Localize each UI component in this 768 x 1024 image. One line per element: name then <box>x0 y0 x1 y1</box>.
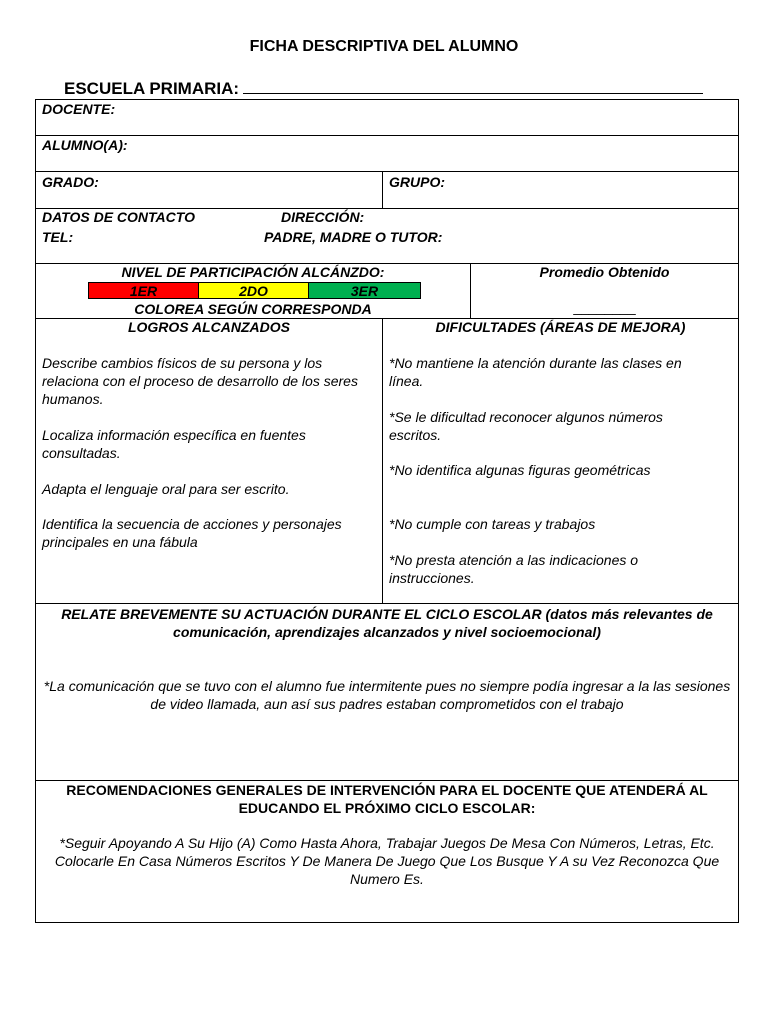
docente-label[interactable]: DOCENTE: <box>42 101 116 117</box>
grupo-label[interactable]: GRUPO: <box>389 174 445 190</box>
level-2-bar[interactable]: 2DO <box>198 282 309 299</box>
tel-label[interactable]: TEL: <box>42 229 74 245</box>
achievement-item: Adapta el lenguaje oral para ser escrito. <box>42 481 290 497</box>
difficulties-heading: DIFICULTADES (ÁREAS DE MEJORA) <box>435 319 686 335</box>
color-instruction: COLOREA SEGÚN CORRESPONDA <box>134 301 372 317</box>
document-title: FICHA DESCRIPTIVA DEL ALUMNO <box>249 38 519 55</box>
school-field <box>64 79 703 99</box>
row-divider <box>35 135 739 136</box>
table-top-border <box>35 99 739 100</box>
table-bottom-border <box>35 922 739 923</box>
level-1-bar[interactable]: 1ER <box>88 282 199 299</box>
recommendations-heading: RECOMENDACIONES GENERALES DE INTERVENCIÓN PARA EL DOCENTE QUE ATENDERÁ AL EDUCANDO EL PRÓXIMO CICLO ESCOLAR: <box>66 782 708 816</box>
school-blank-line[interactable] <box>243 81 703 94</box>
difficulty-item: *Se le dificultad reconocer algunos números escritos. <box>389 409 663 443</box>
table-right-border <box>738 99 739 923</box>
difficulty-item: *No mantiene la atención durante las clases en línea. <box>389 355 682 389</box>
alumno-label[interactable]: ALUMNO(A): <box>42 137 128 153</box>
datos-contacto-label: DATOS DE CONTACTO <box>42 209 195 225</box>
column-divider <box>382 318 383 603</box>
school-label: ESCUELA PRIMARIA: <box>64 79 240 98</box>
recommendations-text[interactable]: *Seguir Apoyando A Su Hijo (A) Como Hasta Ahora, Trabajar Juegos De Mesa Con Números, Letras, Etc. Colocarle En Casa Números Escritos Y De Manera De Juego Que Los Busque Y A su Vez Reconozca Que Numero Es. <box>54 835 720 887</box>
direccion-label[interactable]: DIRECCIÓN: <box>281 209 365 225</box>
level-3-bar[interactable]: 3ER <box>308 282 421 299</box>
achievements-heading: LOGROS ALCANZADOS <box>127 319 291 335</box>
difficulty-item: *No identifica algunas figuras geométricas <box>389 462 651 478</box>
participation-heading: NIVEL DE PARTICIPACIÓN ALCÁNZDO: <box>121 264 385 280</box>
row-divider <box>35 171 739 172</box>
difficulty-item: *No presta atención a las indicaciones o instrucciones. <box>389 552 639 586</box>
row-divider <box>35 603 739 604</box>
column-divider <box>382 171 383 208</box>
average-value[interactable]: ________ <box>573 299 636 315</box>
average-label: Promedio Obtenido <box>539 264 670 280</box>
padre-tutor-label[interactable]: PADRE, MADRE O TUTOR: <box>264 229 443 245</box>
achievement-item: Describe cambios físicos de su persona y los relaciona con el proceso de desarrollo de los seres humanos. <box>42 355 358 407</box>
grado-label[interactable]: GRADO: <box>42 174 99 190</box>
achievement-item: Identifica la secuencia de acciones y personajes principales en una fábula <box>42 516 342 550</box>
difficulty-item: *No cumple con tareas y trabajos <box>389 516 596 532</box>
achievement-item: Localiza información específica en fuentes consultadas. <box>42 427 306 461</box>
summary-heading: RELATE BREVEMENTE SU ACTUACIÓN DURANTE EL CICLO ESCOLAR (datos más relevantes de comunicación, aprendizajes alcanzados y nivel socioemocional) <box>61 606 713 640</box>
table-left-border <box>35 99 36 923</box>
summary-text[interactable]: *La comunicación que se tuvo con el alumno fue intermitente pues no siempre podía ingresar a la las sesiones de video llamada, aun así sus padres estaban comprometidos con el trabajo <box>43 678 731 712</box>
